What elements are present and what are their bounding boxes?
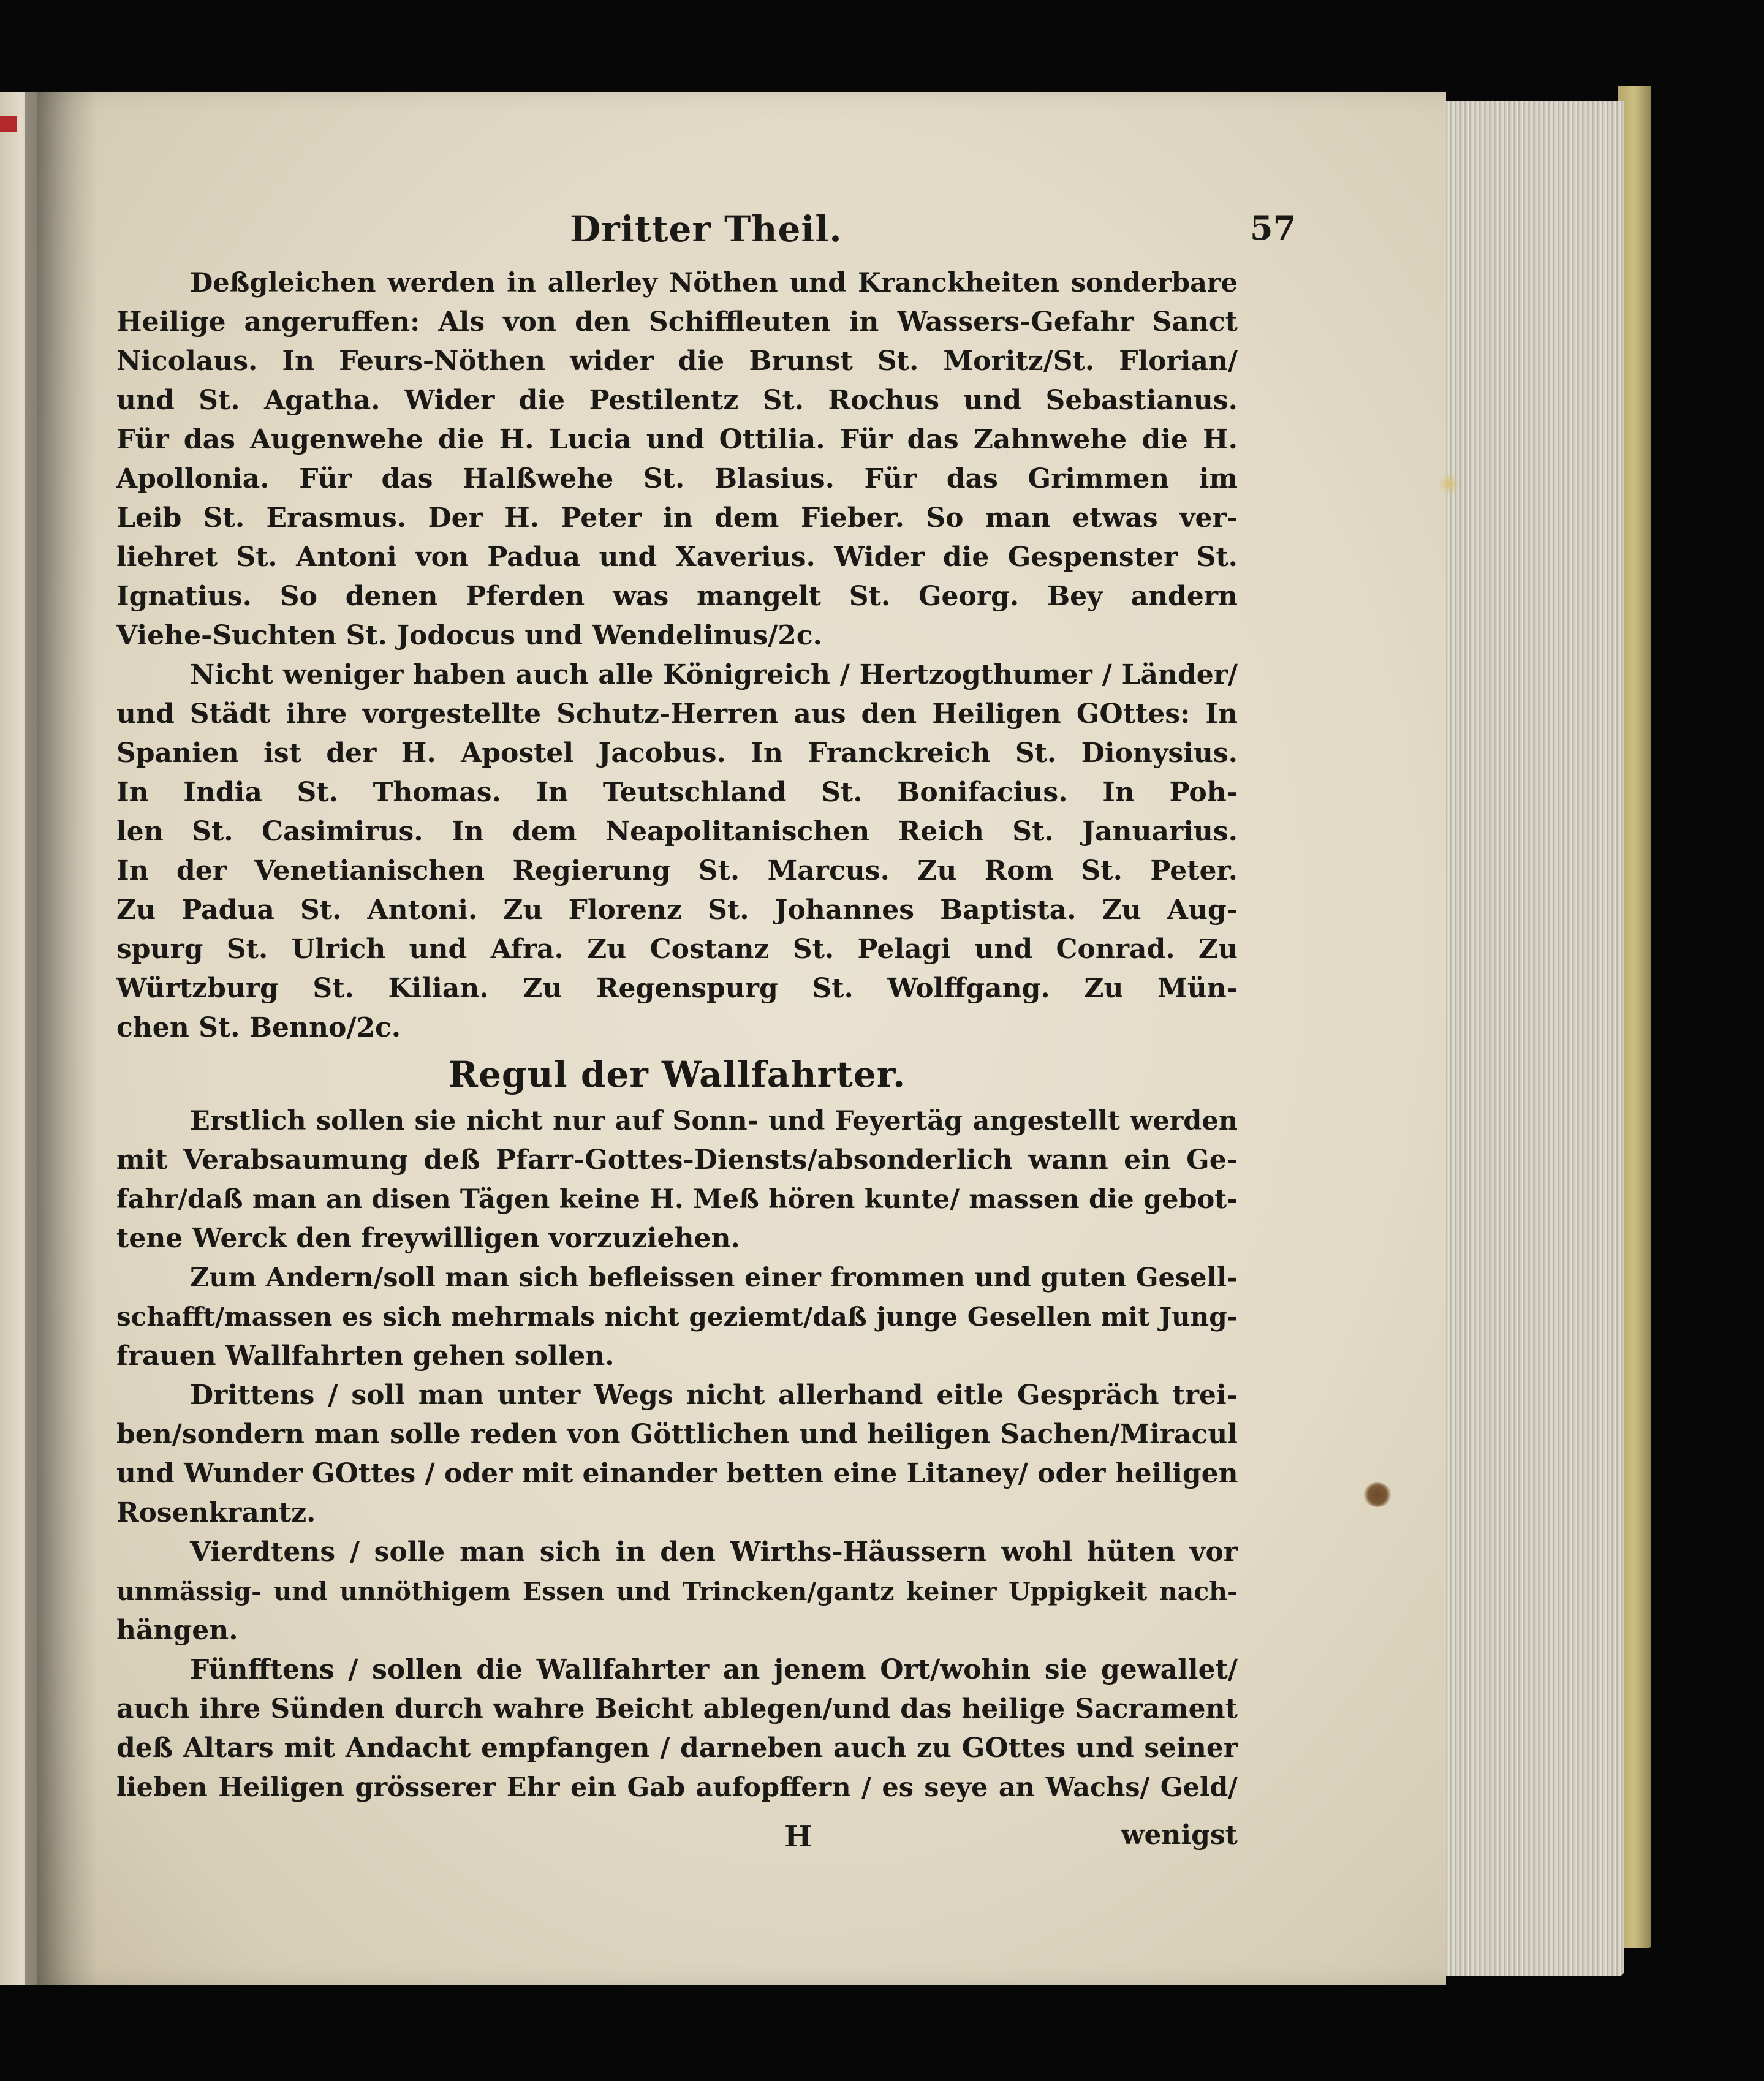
text-line-content: schafft/massen es sich mehrmals nicht geziemt/daß junge Gesellen mit Jung- bbox=[116, 1302, 1238, 1332]
text-line-content: unmässig- und unnöthigem Essen und Trincken/gantz keiner Uppigkeit nach- bbox=[116, 1577, 1238, 1606]
text-line bbox=[116, 655, 1238, 695]
page-stack-fore-edge bbox=[1428, 101, 1624, 1976]
text-line bbox=[116, 1690, 1238, 1729]
text-line bbox=[116, 1650, 1238, 1690]
text-line bbox=[116, 1258, 1238, 1297]
text-line bbox=[116, 1415, 1238, 1454]
text-line bbox=[116, 773, 1238, 812]
text-line-content: Viehe-Suchten St. Jodocus und Wendelinus/2c. bbox=[116, 620, 822, 651]
text-line-content: Apollonia. Für das Halßwehe St. Blasius. Für das Grimmen im bbox=[116, 463, 1238, 494]
text-line bbox=[116, 1337, 1238, 1376]
text-line bbox=[116, 695, 1238, 734]
text-line bbox=[116, 381, 1238, 420]
text-line bbox=[116, 852, 1238, 891]
bookmark-ribbon bbox=[0, 116, 17, 132]
catchword: wenigst bbox=[1121, 1819, 1238, 1851]
text-line bbox=[116, 342, 1238, 381]
signature-mark: H bbox=[784, 1819, 812, 1854]
text-line bbox=[116, 538, 1238, 577]
text-line bbox=[116, 1219, 1238, 1258]
page-text bbox=[116, 263, 1238, 1807]
text-line bbox=[116, 1297, 1238, 1337]
text-line bbox=[116, 1494, 1238, 1533]
text-line-content: und Städt ihre vorgestellte Schutz-Herren aus den Heiligen GOttes: In bbox=[116, 698, 1238, 730]
paper-stain bbox=[1440, 472, 1458, 496]
text-line bbox=[116, 1768, 1238, 1807]
text-line-content: frauen Wallfahrten gehen sollen. bbox=[116, 1340, 615, 1372]
text-line-content: chen St. Benno/2c. bbox=[116, 1012, 401, 1043]
gutter-shadow bbox=[25, 92, 98, 1985]
text-line bbox=[116, 969, 1238, 1008]
saints-paragraphs bbox=[116, 263, 1238, 1048]
text-line-content: In India St. Thomas. In Teutschland St. Bonifacius. In Poh- bbox=[116, 777, 1238, 808]
text-line-content: tene Werck den freywilligen vorzuziehen. bbox=[116, 1223, 740, 1254]
text-line-content: Rosenkrantz. bbox=[116, 1497, 316, 1528]
text-line bbox=[116, 499, 1238, 538]
text-line bbox=[116, 1454, 1238, 1494]
rules-paragraphs bbox=[116, 1101, 1238, 1807]
text-line-content: len St. Casimirus. In dem Neapolitanischen Reich St. Januarius. bbox=[116, 816, 1238, 847]
text-line-content: ben/sondern man solle reden von Göttlichen und heiligen Sachen/Miracul bbox=[116, 1419, 1238, 1450]
text-line bbox=[116, 459, 1238, 499]
text-line-content: Deßgleichen werden in allerley Nöthen und Kranckheiten sonderbare bbox=[190, 268, 1238, 298]
text-line-content: deß Altars mit Andacht empfangen / darneben auch zu GOttes und seiner bbox=[116, 1732, 1238, 1764]
text-line bbox=[116, 1533, 1238, 1572]
text-line bbox=[116, 1141, 1238, 1180]
text-line-content: Für das Augenwehe die H. Lucia und Ottilia. Für das Zahnwehe die H. bbox=[116, 424, 1238, 455]
text-line-content: hängen. bbox=[116, 1615, 238, 1646]
text-line bbox=[116, 1008, 1238, 1048]
text-line bbox=[116, 616, 1238, 655]
text-line-content: liehret St. Antoni von Padua und Xaverius. Wider die Gespenster St. bbox=[116, 542, 1238, 573]
text-line-content: Erstlich sollen sie nicht nur auf Sonn- und Feyertäg angestellt werden bbox=[190, 1106, 1238, 1136]
text-line-content: Nicht weniger haben auch alle Königreich / Hertzogthumer / Länder/ bbox=[190, 659, 1238, 690]
text-line-content: mit Verabsaumung deß Pfarr-Gottes-Diensts/absonderlich wann ein Ge- bbox=[116, 1144, 1238, 1176]
text-line bbox=[116, 1729, 1238, 1768]
text-line bbox=[116, 930, 1238, 969]
text-line-content: lieben Heiligen grösserer Ehr ein Gab aufopffern / es seye an Wachs/ Geld/ bbox=[116, 1772, 1238, 1803]
text-line bbox=[116, 1180, 1238, 1219]
text-line bbox=[116, 263, 1238, 303]
text-line bbox=[116, 1101, 1238, 1141]
text-line-content: Ignatius. So denen Pferden was mangelt St. Georg. Bey andern bbox=[116, 581, 1238, 612]
text-line-content: fahr/daß man an disen Tägen keine H. Meß hören kunte/ massen die gebot- bbox=[116, 1184, 1238, 1215]
text-line bbox=[116, 891, 1238, 930]
page-footer bbox=[116, 1819, 1238, 1862]
text-line-content: Drittens / soll man unter Wegs nicht allerhand eitle Gespräch trei- bbox=[190, 1380, 1238, 1411]
text-line bbox=[116, 577, 1238, 616]
text-line-content: Vierdtens / solle man sich in den Wirths-Häussern wohl hüten vor bbox=[190, 1536, 1238, 1568]
text-line-content: und Wunder GOttes / oder mit einander betten eine Litaney/ oder heiligen bbox=[116, 1458, 1238, 1489]
text-line-content: auch ihre Sünden durch wahre Beicht ablegen/und das heilige Sacrament bbox=[116, 1693, 1238, 1724]
ink-stain bbox=[1363, 1482, 1391, 1507]
text-line-content: spurg St. Ulrich und Afra. Zu Costanz St. Pelagi und Conrad. Zu bbox=[116, 934, 1238, 965]
text-line-content: Würtzburg St. Kilian. Zu Regenspurg St. Wolffgang. Zu Mün- bbox=[116, 973, 1238, 1004]
text-line-content: In der Venetianischen Regierung St. Marcus. Zu Rom St. Peter. bbox=[116, 855, 1238, 886]
text-line bbox=[116, 420, 1238, 459]
text-line-content: Zu Padua St. Antoni. Zu Florenz St. Johannes Baptista. Zu Aug- bbox=[116, 894, 1238, 926]
text-line-content: Zum Andern/soll man sich befleissen einer frommen und guten Gesell- bbox=[190, 1263, 1238, 1293]
text-line bbox=[116, 734, 1238, 773]
page-number: 57 bbox=[1250, 208, 1297, 247]
text-line bbox=[116, 1376, 1238, 1415]
text-line bbox=[116, 1572, 1238, 1611]
text-line-content: Nicolaus. In Feurs-Nöthen wider die Brunst St. Moritz/St. Florian/ bbox=[116, 346, 1238, 377]
text-line-content: Leib St. Erasmus. Der H. Peter in dem Fieber. So man etwas ver- bbox=[116, 502, 1238, 534]
text-line-content: und St. Agatha. Wider die Pestilentz St. Rochus und Sebastianus. bbox=[116, 385, 1238, 416]
text-line-content: Fünfftens / sollen die Wallfahrter an jenem Ort/wohin sie gewallet/ bbox=[190, 1654, 1238, 1685]
text-line bbox=[116, 1611, 1238, 1650]
text-line-content: Heilige angeruffen: Als von den Schiffleuten in Wassers-Gefahr Sanct bbox=[116, 306, 1238, 338]
text-line bbox=[116, 303, 1238, 342]
text-line bbox=[116, 812, 1238, 852]
text-line-content: Spanien ist der H. Apostel Jacobus. In Franckreich St. Dionysius. bbox=[116, 738, 1238, 769]
section-heading: Regul der Wallfahrter. bbox=[448, 1054, 906, 1095]
running-title: Dritter Theil. bbox=[570, 208, 842, 250]
